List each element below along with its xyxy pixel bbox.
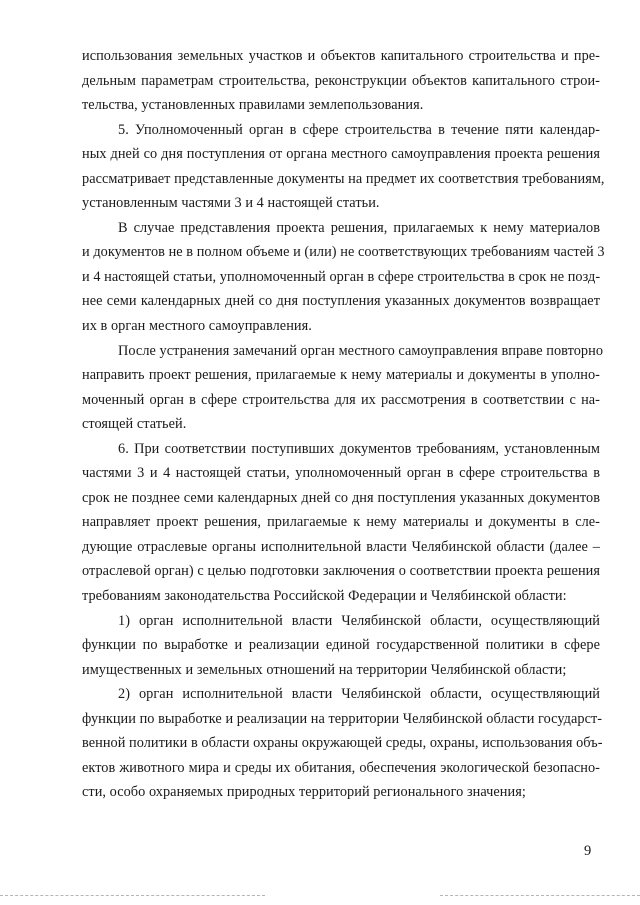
text-line: ектов животного мира и среды их обитания, обеспечения экологической безопасно-	[82, 759, 600, 776]
text-line: После устранения замечаний орган местного самоуправления вправе повторно	[118, 342, 604, 359]
text-line: функции по выработке и реализации на территории Челябинской области государст-	[82, 710, 603, 727]
text-line: 5. Уполномоченный орган в сфере строительства в течение пяти календар-	[118, 121, 600, 138]
document-body	[82, 44, 605, 805]
text-line: направляет проект решения, прилагаемые к нему материалы и документы в сле-	[82, 514, 600, 531]
text-line: и 4 настоящей статьи, уполномоченный орган в сфере строительства в срок не позд-	[82, 268, 601, 285]
text-line: стоящей статьей.	[82, 416, 187, 433]
text-line: венной политики в области охраны окружающей среды, охраны, использования объ-	[82, 735, 603, 752]
text-line: направить проект решения, прилагаемые к нему материалы и документы в уполно-	[82, 367, 600, 384]
text-line: нее семи календарных дней со дня поступления указанных документов возвращает	[82, 293, 600, 310]
text-line: и документов не в полном объеме и (или) не соответствующих требованиям частей 3	[82, 244, 605, 261]
text-line: ных дней со дня поступления от органа местного самоуправления проекта решения	[82, 146, 600, 163]
text-line: рассматривает представленные документы на предмет их соответствия требованиям,	[82, 170, 605, 187]
paragraph-incomplete	[82, 216, 605, 339]
text-line: 1) орган исполнительной власти Челябинской области, осуществляющий	[118, 612, 600, 629]
text-line: имущественных и земельных отношений на территории Челябинской области;	[82, 661, 567, 678]
text-line: функции по выработке и реализации единой государственной политики в сфере	[82, 637, 600, 654]
text-line: 2) орган исполнительной власти Челябинской области, осуществляющий	[118, 686, 600, 703]
scan-edge-line-right	[440, 895, 640, 896]
paragraph-item-6	[82, 437, 600, 609]
text-line: 6. При соответствии поступивших документов требованиям, установленным	[118, 440, 600, 457]
paragraph-resubmit	[82, 339, 604, 437]
text-line: В случае представления проекта решения, прилагаемых к нему материалов	[118, 219, 600, 236]
text-line: тельства, установленных правилами землепользования.	[82, 97, 424, 114]
paragraph-subitem-2	[82, 682, 603, 805]
paragraph-continuation	[82, 44, 600, 118]
text-line: срок не позднее семи календарных дней со дня поступления указанных документов	[82, 489, 600, 506]
text-line: дельным параметрам строительства, реконструкции объектов капитального строи-	[82, 72, 600, 89]
text-line: их в орган местного самоуправления.	[82, 318, 312, 335]
scan-edge-line-left	[0, 895, 265, 896]
text-line: частями 3 и 4 настоящей статьи, уполномоченный орган в сфере строительства в	[82, 465, 600, 482]
text-line: моченный орган в сфере строительства для их рассмотрения в соответствии с на-	[82, 391, 600, 408]
paragraph-subitem-1	[82, 609, 600, 683]
text-line: сти, особо охраняемых природных территорий регионального значения;	[82, 784, 526, 801]
paragraph-item-5	[82, 118, 605, 216]
text-line: установленным частями 3 и 4 настоящей статьи.	[82, 195, 380, 212]
text-line: отраслевой орган) с целью подготовки заключения о соответствии проекта решения	[82, 563, 600, 580]
text-line: дующие отраслевые органы исполнительной власти Челябинской области (далее –	[82, 538, 600, 555]
page-number: 9	[584, 843, 592, 859]
text-line: использования земельных участков и объектов капитального строительства и пре-	[82, 48, 600, 64]
text-line: требованиям законодательства Российской Федерации и Челябинской области:	[82, 588, 567, 605]
